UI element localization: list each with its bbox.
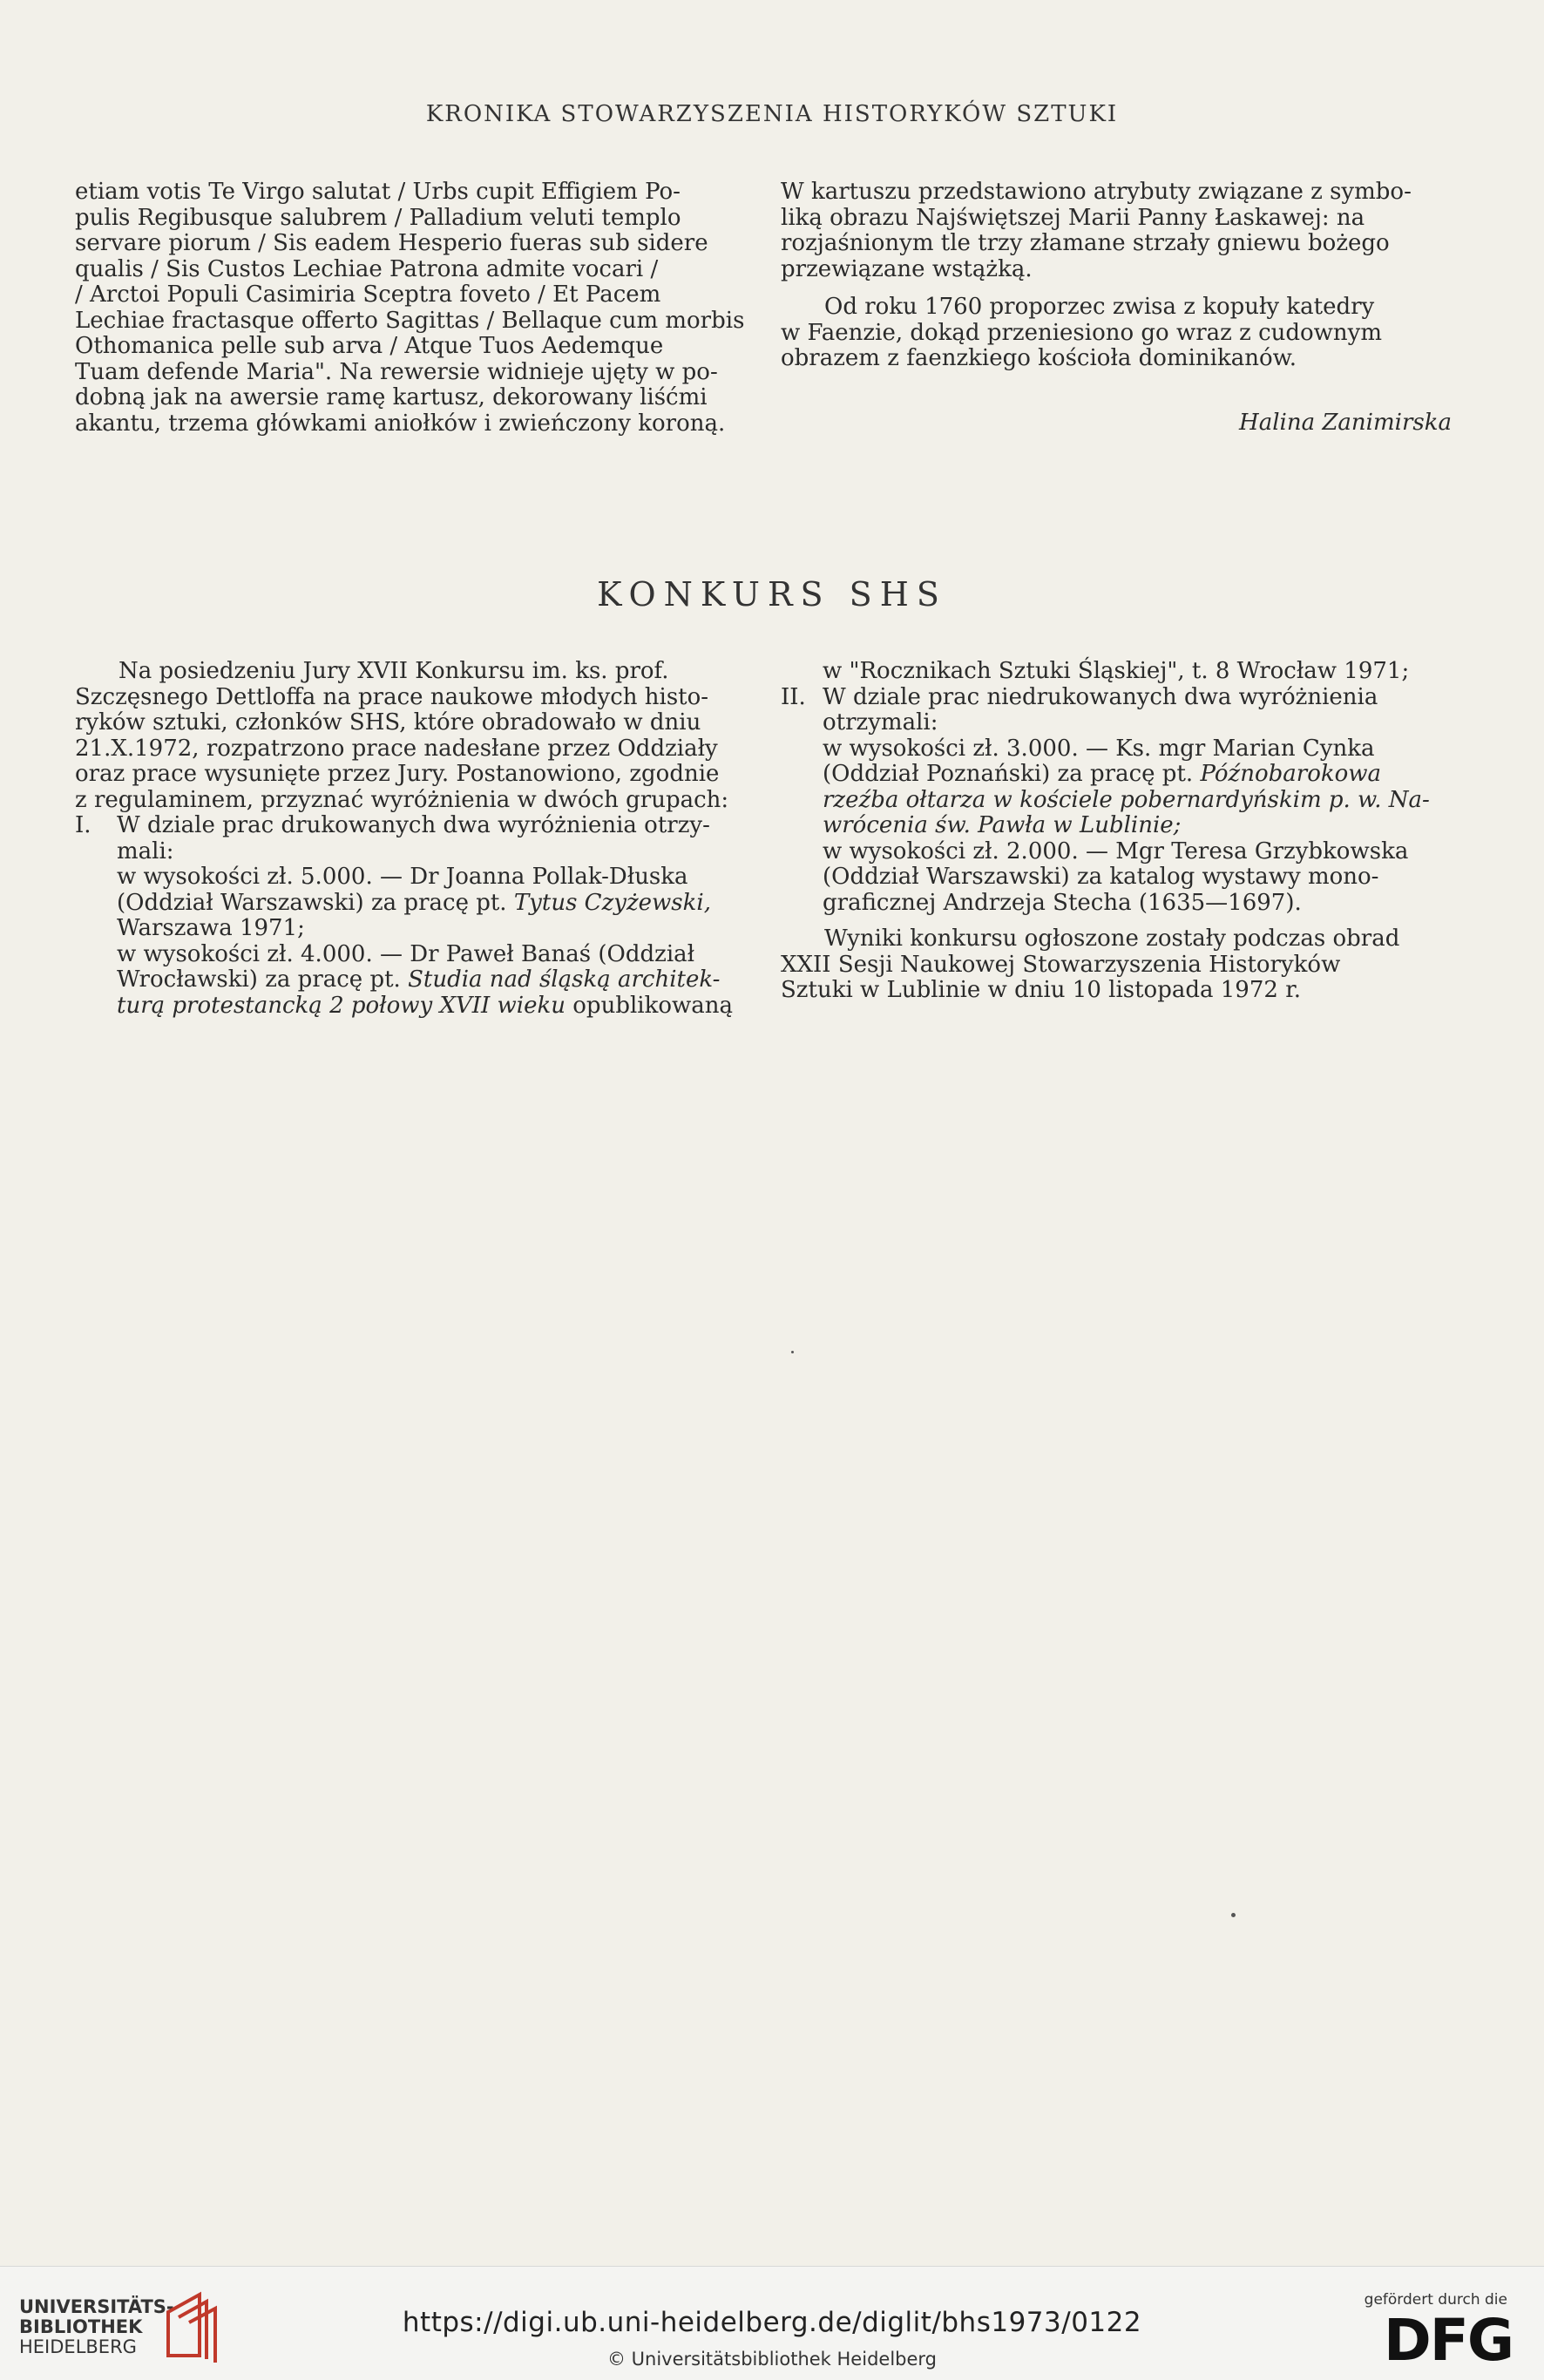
footer-bar bbox=[0, 2266, 1544, 2380]
text-line: (Oddział Warszawski) za pracę pt. bbox=[117, 889, 507, 916]
work-title: rzeźba ołtarza w kościele pobernardyńskim p. w. Na- bbox=[823, 786, 1430, 813]
text-line: W kartuszu przedstawiono atrybuty związane z symbo- bbox=[781, 179, 1412, 205]
text-line: Warszawa 1971; bbox=[117, 915, 305, 941]
text-line: oraz prace wysunięte przez Jury. Postanowiono, zgodnie bbox=[75, 761, 720, 787]
text-line: otrzymali: bbox=[823, 709, 938, 736]
text-line: servare piorum / Sis eadem Hesperio fueras sub sidere bbox=[75, 230, 708, 256]
group-2 bbox=[781, 659, 1452, 916]
text-line: Sztuki w Lublinie w dniu 10 listopada 1972 r. bbox=[781, 977, 1302, 1003]
text-line: dobną jak na awersie ramę kartusz, dekorowany liśćmi bbox=[75, 384, 708, 410]
paragraph-proporzec bbox=[781, 295, 1452, 372]
paragraph-kartusz bbox=[781, 180, 1452, 282]
scan-speck bbox=[791, 1351, 794, 1353]
copyright-text: © Universitätsbibliothek Heidelberg bbox=[606, 2349, 937, 2370]
top-left-column bbox=[75, 180, 746, 437]
text-line: w wysokości zł. 5.000. — Dr Joanna Pollak-Dłuska bbox=[117, 864, 688, 890]
group-number: I. bbox=[75, 812, 91, 838]
text-line: Tuam defende Maria". Na rewersie widnieje ujęty w po- bbox=[75, 358, 718, 385]
work-title: Studia nad śląską architek- bbox=[408, 966, 721, 993]
scan-speck bbox=[1231, 1913, 1236, 1917]
text-line: w "Rocznikach Sztuki Śląskiej", t. 8 Wrocław 1971; bbox=[823, 658, 1410, 684]
text-line: (Oddział Warszawski) za katalog wystawy mono- bbox=[823, 864, 1379, 890]
author-signature: Halina Zanimirska bbox=[1239, 409, 1452, 436]
text-line: Othomanica pelle sub arva / Atque Tuos Aedemque bbox=[75, 333, 664, 359]
latin-text-paragraph bbox=[75, 180, 746, 437]
text-line: w wysokości zł. 2.000. — Mgr Teresa Grzybkowska bbox=[823, 837, 1409, 865]
text-line: akantu, trzema główkami aniołków i zwieńczony koroną. bbox=[75, 410, 726, 437]
text-line: w wysokości zł. 3.000. — Ks. mgr Marian Cynka bbox=[823, 735, 1375, 762]
group-1 bbox=[75, 813, 746, 1019]
text-line: opublikowaną bbox=[572, 992, 734, 1019]
group-heading: W dziale prac niedrukowanych dwa wyróżnienia bbox=[823, 683, 1378, 710]
library-name-line: HEIDELBERG bbox=[19, 2336, 137, 2357]
group-heading: W dziale prac drukowanych dwa wyróżnienia otrzy- bbox=[117, 812, 710, 838]
dfg-logo[interactable]: DFG bbox=[1383, 2307, 1513, 2374]
library-name-line: BIBLIOTHEK bbox=[19, 2316, 143, 2337]
konkurs-left-column bbox=[75, 659, 746, 1019]
text-line: etiam votis Te Virgo salutat / Urbs cupit Effigiem Po- bbox=[75, 179, 681, 205]
text-line: z regulaminem, przyznać wyróżnienia w dwóch grupach: bbox=[75, 786, 729, 813]
library-name-line: UNIVERSITÄTS- bbox=[19, 2296, 174, 2317]
text-line: ryków sztuki, członków SHS, które obradowało w dniu bbox=[75, 709, 701, 736]
work-title: wrócenia św. Pawła w Lublinie; bbox=[823, 812, 1182, 838]
text-line: pulis Regibusque salubrem / Palladium veluti templo bbox=[75, 204, 681, 231]
text-line: XXII Sesji Naukowej Stowarzyszenia Historyków bbox=[781, 951, 1341, 978]
text-line: 21.X.1972, rozpatrzono prace nadesłane przez Oddziały bbox=[75, 735, 718, 762]
top-right-column bbox=[781, 180, 1452, 436]
text-line: Wyniki konkursu ogłoszone zostały podczas obrad bbox=[824, 926, 1400, 952]
text-line: Szczęsnego Dettloffa na prace naukowe młodych histo- bbox=[75, 683, 709, 710]
text-line: (Oddział Poznański) za pracę pt. bbox=[823, 761, 1194, 787]
group-number: II. bbox=[781, 683, 806, 710]
text-line: przewiązane wstążką. bbox=[781, 255, 1033, 282]
text-line: rozjaśnionym tle trzy złamane strzały gniewu bożego bbox=[781, 230, 1390, 256]
text-line: / Arctoi Populi Casimiria Sceptra foveto / Et Pacem bbox=[75, 281, 661, 308]
text-line: w wysokości zł. 4.000. — Dr Paweł Banaś (Oddział bbox=[117, 940, 695, 967]
text-line: Od roku 1760 proporzec zwisa z kopuły katedry bbox=[824, 294, 1375, 320]
konkurs-right-column bbox=[781, 659, 1452, 1004]
work-title: Późnobarokowa bbox=[1200, 761, 1382, 787]
permalink-url[interactable]: https://digi.ub.uni-heidelberg.de/diglit/bhs1973/0122 bbox=[402, 2307, 1142, 2338]
section-title: KONKURS SHS bbox=[597, 575, 947, 614]
text-line: w Faenzie, dokąd przeniesiono go wraz z cudownym bbox=[781, 319, 1383, 346]
work-title: Tytus Czyżewski, bbox=[513, 889, 711, 916]
text-line: obrazem z faenzkiego kościoła dominikanów. bbox=[781, 345, 1297, 371]
text-line: Lechiae fractasque offerto Sagittas / Bellaque cum morbis bbox=[75, 307, 745, 334]
work-title: turą protestancką 2 połowy XVII wieku bbox=[117, 992, 566, 1019]
running-head: KRONIKA STOWARZYSZENIA HISTORYKÓW SZTUKI bbox=[425, 101, 1119, 127]
text-line: mali: bbox=[117, 837, 174, 865]
text-line: Wrocławski) za pracę pt. bbox=[117, 966, 401, 993]
text-line: qualis / Sis Custos Lechiae Patrona admite vocari / bbox=[75, 255, 659, 282]
funding-label: gefördert durch die bbox=[1364, 2291, 1507, 2309]
text-line: Na posiedzeniu Jury XVII Konkursu im. ks. prof. bbox=[119, 658, 669, 684]
konkurs-intro bbox=[75, 659, 746, 813]
konkurs-closing bbox=[781, 926, 1452, 1004]
text-line: graficznej Andrzeja Stecha (1635—1697). bbox=[823, 889, 1302, 916]
text-line: liką obrazu Najświętszej Marii Panny Łaskawej: na bbox=[781, 204, 1365, 231]
